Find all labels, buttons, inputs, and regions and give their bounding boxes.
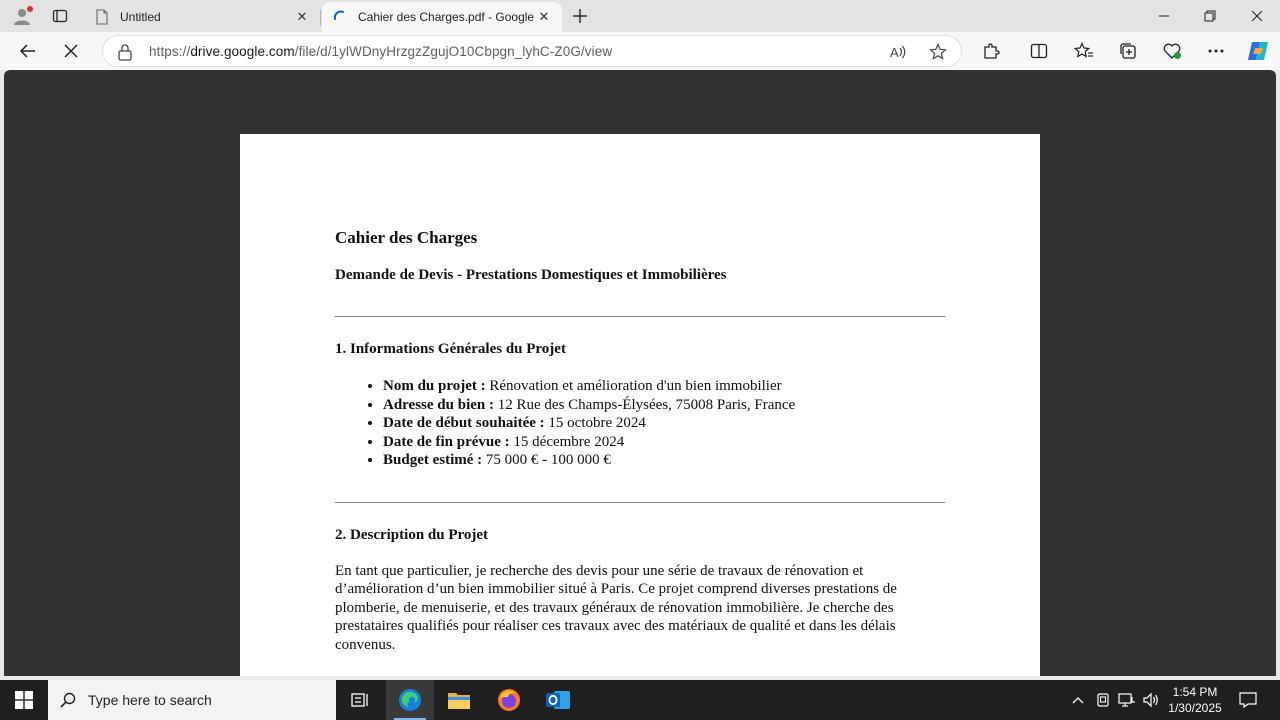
tab-close-icon[interactable]: ✕ (538, 9, 550, 24)
divider (335, 502, 945, 503)
tab-untitled[interactable] (84, 2, 320, 32)
tab-title: Untitled (120, 10, 161, 24)
list-item (383, 414, 945, 433)
description-paragraph: En tant que particulier, je recherche des devis pour une série de travaux de rénovation et d’amélioration d’un bien immobilier situé à Paris. Ce projet comprend diverses prestations de plomberie, de menuiserie, et des travaux généraux de rénovation immobilière. Je cherche des prestataires qualifiés pour réaliser ces travaux avec des matériaux de qualité et dans les délais convenus. (335, 562, 897, 653)
favorites-icon (1074, 42, 1094, 60)
tab-title: Cahier des Charges.pdf - Google (358, 10, 535, 24)
settings-more-button[interactable] (1200, 35, 1232, 67)
taskbar-search[interactable] (48, 680, 336, 720)
search-icon (48, 680, 88, 720)
item-label: Adresse du bien : (383, 396, 494, 413)
minimize-icon (1158, 10, 1170, 22)
item-value: 12 Rue des Champs-Élysées, 75008 Paris, France (494, 396, 796, 413)
item-value: Rénovation et amélioration d'un bien immobilier (485, 378, 782, 394)
taskbar-file-explorer[interactable] (435, 680, 483, 720)
edge-icon (397, 687, 423, 713)
browser-toolbar (0, 32, 1280, 70)
restore-button[interactable] (1187, 0, 1233, 32)
split-screen-button[interactable] (1023, 35, 1055, 67)
new-tab-button[interactable] (566, 4, 594, 28)
svg-text:A: A (890, 45, 899, 60)
read-aloud-icon[interactable] (887, 42, 909, 62)
taskbar-firefox[interactable] (485, 680, 533, 720)
close-icon (1251, 10, 1263, 22)
windows-logo-icon (15, 691, 33, 709)
notification-dot (27, 6, 33, 12)
heartbeat-icon (1162, 42, 1182, 60)
section-1-heading: 1. Informations Générales du Projet (335, 341, 566, 357)
tab-close-icon[interactable]: ✕ (296, 9, 308, 24)
collections-button[interactable] (1112, 35, 1144, 67)
section-2-heading: 2. Description du Projet (335, 526, 489, 543)
taskbar-outlook[interactable] (534, 680, 582, 720)
firefox-icon (497, 688, 521, 712)
network-icon (1118, 692, 1136, 708)
close-window-button[interactable] (1234, 0, 1280, 32)
minimize-button[interactable] (1141, 0, 1187, 32)
clock-time: 1:54 PM (1172, 685, 1218, 699)
item-label: Budget estimé : (383, 452, 483, 468)
divider (335, 316, 945, 317)
url-prefix: https:// (149, 44, 191, 59)
back-arrow-icon (19, 42, 37, 60)
page-icon (94, 9, 110, 25)
clock-date: 1/30/2025 (1168, 701, 1222, 715)
tab-strip (0, 0, 1280, 32)
list-item (383, 433, 945, 452)
url-path: /file/d/1ylWDnyHrzgzZgujO10Cbpgn_lyhC-Z0G/view (294, 44, 613, 59)
tab-cahier-des-charges[interactable] (322, 2, 562, 32)
split-screen-icon (1030, 42, 1048, 60)
tray-network-button[interactable] (1116, 680, 1138, 720)
back-button[interactable] (12, 35, 44, 67)
search-placeholder: Type here to search (88, 692, 212, 708)
taskbar-clock[interactable] (1160, 684, 1230, 716)
url-text[interactable] (149, 44, 612, 59)
copilot-icon (1246, 40, 1270, 62)
address-bar[interactable] (102, 35, 962, 67)
plus-icon (572, 8, 588, 24)
notification-icon (1239, 692, 1257, 708)
extensions-button[interactable] (975, 35, 1007, 67)
document-subtitle: Demande de Devis - Prestations Domestiques et Immobilières (335, 267, 727, 283)
puzzle-icon (982, 42, 1000, 60)
show-hidden-icons-button[interactable] (1068, 680, 1088, 720)
loading-icon (332, 9, 348, 25)
item-value: 15 octobre 2024 (544, 415, 646, 431)
task-view-button[interactable] (336, 680, 384, 720)
project-info-list (335, 377, 945, 470)
profile-button[interactable] (8, 4, 36, 28)
more-dots-icon (1208, 49, 1224, 53)
document-title: Cahier des Charges (335, 228, 478, 247)
notification-center-button[interactable] (1234, 680, 1262, 720)
page-content (335, 228, 945, 654)
list-item (383, 377, 945, 396)
task-view-icon (350, 691, 370, 709)
pdf-viewer[interactable] (4, 70, 1276, 676)
restore-icon (1204, 10, 1216, 22)
item-label: Nom du projet : (383, 378, 486, 394)
tab-actions-button[interactable] (46, 4, 74, 28)
copilot-button[interactable] (1242, 35, 1274, 67)
item-value: 15 décembre 2024 (509, 433, 625, 450)
outlook-icon (545, 688, 571, 712)
stop-icon (64, 44, 78, 58)
list-item (383, 451, 945, 470)
item-value: 75 000 € - 100 000 € (482, 452, 611, 468)
url-domain: drive.google.com (190, 44, 295, 59)
list-item (383, 396, 945, 415)
volume-icon (1142, 692, 1160, 708)
item-label: Date de fin prévue : (383, 433, 510, 450)
lock-icon[interactable] (117, 43, 135, 61)
browser-essentials-button[interactable] (1156, 35, 1188, 67)
stop-loading-button[interactable] (55, 35, 87, 67)
item-label: Date de début souhaitée : (383, 415, 545, 431)
favorite-star-icon[interactable] (927, 41, 949, 63)
device-icon (1095, 692, 1111, 708)
folder-icon (447, 690, 471, 710)
chevron-up-icon (1072, 696, 1084, 704)
start-button[interactable] (0, 680, 48, 720)
collections-icon (1119, 42, 1137, 60)
tab-actions-icon (52, 8, 68, 24)
taskbar-edge[interactable] (386, 680, 434, 720)
taskbar (0, 680, 1280, 720)
pdf-page (240, 134, 1040, 676)
tray-volume-button[interactable] (1140, 680, 1162, 720)
favorites-button[interactable] (1068, 35, 1100, 67)
tray-device-button[interactable] (1092, 680, 1114, 720)
